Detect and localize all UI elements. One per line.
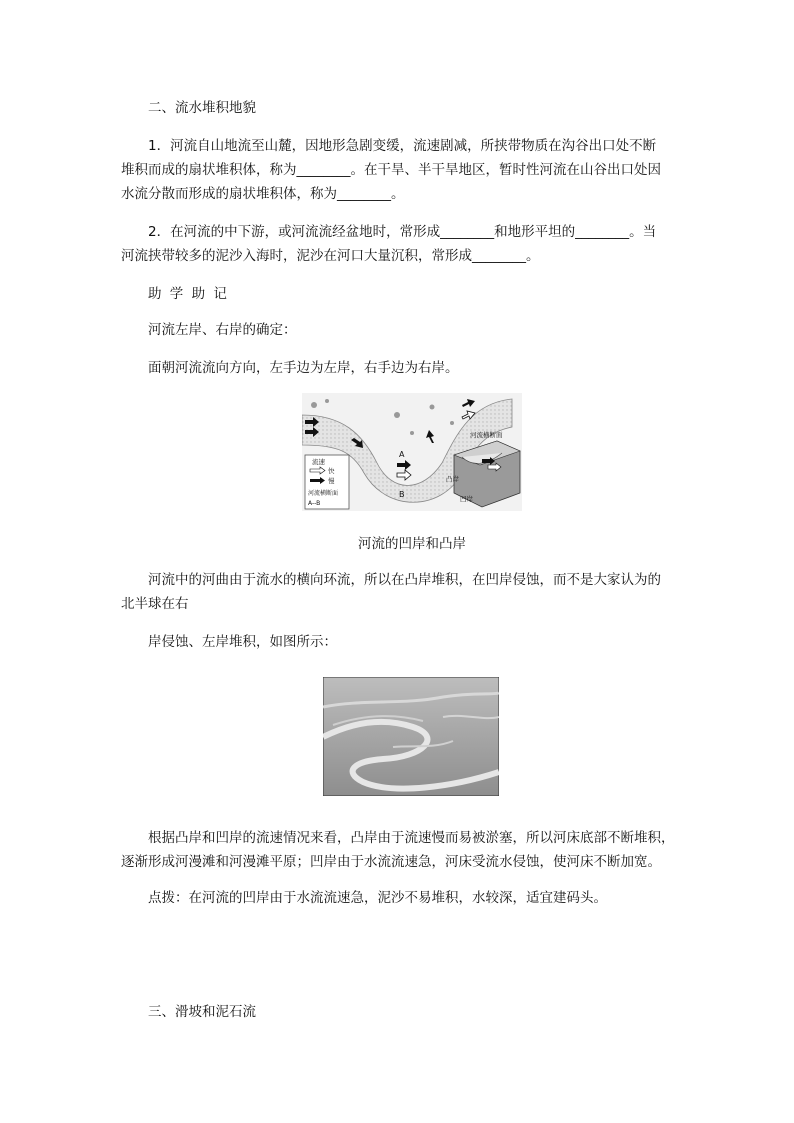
label-concave-bank: 凹岸 (460, 495, 473, 503)
meandering-river-photo (323, 677, 499, 796)
paragraph-1-line-2: 堆积而成的扇状堆积体，称为________。在干旱、半干旱地区，暂时性河流在山谷出口处因 (121, 162, 661, 178)
label-b: B (399, 490, 405, 499)
legend-section: 河流横断面 (308, 490, 339, 497)
legend-ab: A--B (308, 500, 321, 507)
paragraph-2-line-2: 河流挟带较多的泥沙入海时，泥沙在河口大量沉积，常形成________。 (121, 248, 540, 264)
legend-slow: 慢 (328, 477, 335, 485)
label-convex-bank: 凸岸 (446, 475, 459, 483)
paragraph-4-line-2: 逐渐形成河漫滩和河漫滩平原；凹岸由于水流流速急，河床受流水侵蚀，使河床不断加宽。 (121, 854, 661, 870)
legend-box (305, 455, 349, 509)
paragraph-3-line-1: 河流中的河曲由于流水的横向环流，所以在凸岸堆积，在凹岸侵蚀，而不是大家认为的 (148, 572, 661, 588)
river-meander-diagram (302, 393, 522, 511)
tip-paragraph: 点拨：在河流的凹岸由于水流流速急，泥沙不易堆积，水较深，适宜建码头。 (148, 890, 607, 906)
paragraph-3-line-2: 北半球在右 (121, 596, 189, 612)
legend-fast: 快 (328, 467, 335, 475)
label-cross-section: 河流横断面 (470, 431, 503, 439)
paragraph-4-line-1: 根据凸岸和凹岸的流速情况来看，凸岸由于流速慢而易被淤塞，所以河床底部不断堆积， (148, 830, 675, 846)
study-aid-line-2: 面朝河流流向方向，左手边为左岸，右手边为右岸。 (148, 360, 459, 376)
paragraph-1-line-1: 1．河流自山地流至山麓，因地形急剧变缓，流速剧减，所挟带物质在沟谷出口处不断 (148, 138, 657, 154)
label-a: A (399, 450, 405, 459)
study-aid-heading: 助 学 助 记 (148, 286, 229, 302)
paragraph-2-line-1: 2．在河流的中下游，或河流流经盆地时，常形成________和地形平坦的________。当 (148, 224, 657, 240)
paragraph-3-line-3: 岸侵蚀、左岸堆积，如图所示： (148, 634, 337, 650)
legend-title: 流速 (312, 458, 325, 466)
section-3-heading: 三、滑坡和泥石流 (148, 1004, 256, 1020)
figure-1-caption: 河流的凹岸和凸岸 (358, 536, 466, 552)
paragraph-1-line-3: 水流分散而形成的扇状堆积体，称为________。 (121, 186, 405, 202)
study-aid-line-1: 河流左岸、右岸的确定： (148, 322, 297, 338)
section-2-heading: 二、流水堆积地貌 (148, 100, 256, 116)
